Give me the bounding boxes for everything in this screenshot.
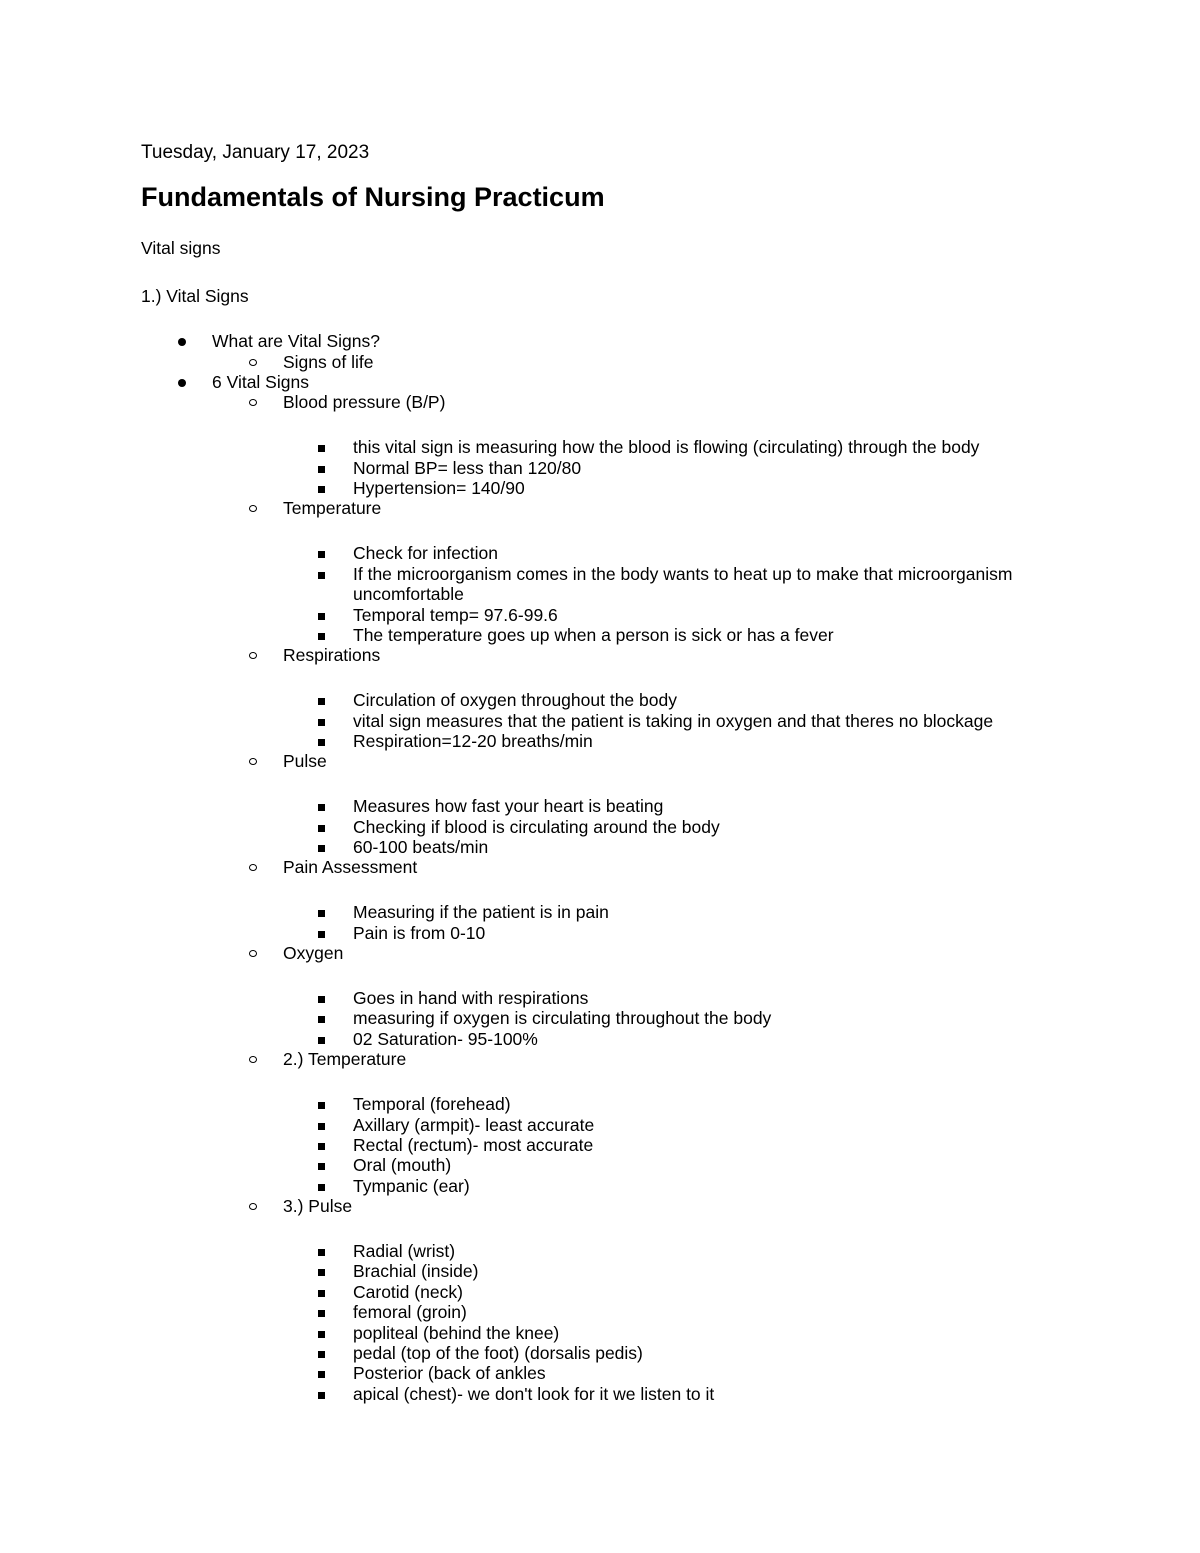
list-item: popliteal (behind the knee) (353, 1323, 559, 1343)
bullet-square-icon (318, 1351, 325, 1358)
bullet-square-icon (318, 445, 325, 452)
bullet-circle-icon (249, 359, 257, 366)
bullet-square-icon (318, 996, 325, 1003)
list-item: 2.) Temperature (283, 1049, 406, 1069)
list-item: Measuring if the patient is in pain (353, 902, 609, 922)
bullet-square-icon (318, 804, 325, 811)
list-item: Axillary (armpit)- least accurate (353, 1115, 594, 1135)
list-item: Rectal (rectum)- most accurate (353, 1135, 593, 1155)
bullet-circle-icon (249, 1056, 257, 1063)
list-item: Pain Assessment (283, 857, 417, 877)
bullet-dot-icon (178, 379, 186, 387)
list-item: Brachial (inside) (353, 1261, 478, 1281)
list-item: Respiration=12-20 breaths/min (353, 731, 593, 751)
bullet-square-icon (318, 1371, 325, 1378)
list-item: If the microorganism comes in the body wants to heat up to make that microorganism uncomfortable (353, 564, 1043, 605)
list-item: Normal BP= less than 120/80 (353, 458, 581, 478)
list-item: 02 Saturation- 95-100% (353, 1029, 538, 1049)
list-item: pedal (top of the foot) (dorsalis pedis) (353, 1343, 643, 1363)
bullet-square-icon (318, 1163, 325, 1170)
bullet-square-icon (318, 910, 325, 917)
bullet-square-icon (318, 1290, 325, 1297)
note-date: Tuesday, January 17, 2023 (141, 142, 370, 163)
list-item: Tympanic (ear) (353, 1176, 470, 1196)
bullet-dot-icon (178, 338, 186, 346)
list-item: Respirations (283, 645, 380, 665)
bullet-circle-icon (249, 864, 257, 871)
list-item: vital sign measures that the patient is taking in oxygen and that theres no blockage (353, 711, 993, 731)
bullet-circle-icon (249, 950, 257, 957)
list-item: Carotid (neck) (353, 1282, 463, 1302)
list-item: apical (chest)- we don't look for it we listen to it (353, 1384, 714, 1404)
list-item: Check for infection (353, 543, 498, 563)
bullet-square-icon (318, 572, 325, 579)
list-item: Measures how fast your heart is beating (353, 796, 663, 816)
list-item: femoral (groin) (353, 1302, 467, 1322)
list-item: The temperature goes up when a person is sick or has a fever (353, 625, 834, 645)
list-item: Radial (wrist) (353, 1241, 455, 1261)
page-subtitle: Vital signs (141, 238, 221, 258)
bullet-square-icon (318, 931, 325, 938)
list-item: Oxygen (283, 943, 343, 963)
list-item: 60-100 beats/min (353, 837, 488, 857)
list-item: Temporal (forehead) (353, 1094, 511, 1114)
bullet-square-icon (318, 486, 325, 493)
bullet-square-icon (318, 1310, 325, 1317)
list-item: Blood pressure (B/P) (283, 392, 445, 412)
bullet-circle-icon (249, 652, 257, 659)
page-title: Fundamentals of Nursing Practicum (141, 182, 605, 212)
bullet-circle-icon (249, 1203, 257, 1210)
bullet-square-icon (318, 466, 325, 473)
list-item: Temperature (283, 498, 381, 518)
list-item: Signs of life (283, 352, 373, 372)
list-item: Checking if blood is circulating around the body (353, 817, 720, 837)
bullet-square-icon (318, 1123, 325, 1130)
list-item: Pulse (283, 751, 327, 771)
bullet-square-icon (318, 845, 325, 852)
list-item: Pain is from 0-10 (353, 923, 485, 943)
bullet-square-icon (318, 1102, 325, 1109)
bullet-square-icon (318, 613, 325, 620)
bullet-square-icon (318, 1331, 325, 1338)
list-item: Circulation of oxygen throughout the body (353, 690, 677, 710)
bullet-square-icon (318, 739, 325, 746)
list-item: Goes in hand with respirations (353, 988, 588, 1008)
list-item: Temporal temp= 97.6-99.6 (353, 605, 558, 625)
bullet-square-icon (318, 698, 325, 705)
bullet-square-icon (318, 1392, 325, 1399)
bullet-square-icon (318, 1037, 325, 1044)
bullet-square-icon (318, 719, 325, 726)
list-item: 6 Vital Signs (212, 372, 309, 392)
list-item: measuring if oxygen is circulating throughout the body (353, 1008, 771, 1028)
bullet-square-icon (318, 1249, 325, 1256)
list-item: this vital sign is measuring how the blood is flowing (circulating) through the body (353, 437, 979, 457)
bullet-circle-icon (249, 758, 257, 765)
list-item: Posterior (back of ankles (353, 1363, 546, 1383)
bullet-circle-icon (249, 505, 257, 512)
bullet-square-icon (318, 1016, 325, 1023)
bullet-square-icon (318, 1143, 325, 1150)
bullet-square-icon (318, 633, 325, 640)
list-item: What are Vital Signs? (212, 331, 380, 351)
bullet-square-icon (318, 551, 325, 558)
bullet-square-icon (318, 1269, 325, 1276)
list-item: Oral (mouth) (353, 1155, 451, 1175)
list-item: Hypertension= 140/90 (353, 478, 525, 498)
bullet-square-icon (318, 825, 325, 832)
bullet-circle-icon (249, 399, 257, 406)
section-heading-vital-signs: 1.) Vital Signs (141, 286, 249, 306)
bullet-square-icon (318, 1184, 325, 1191)
list-item: 3.) Pulse (283, 1196, 352, 1216)
